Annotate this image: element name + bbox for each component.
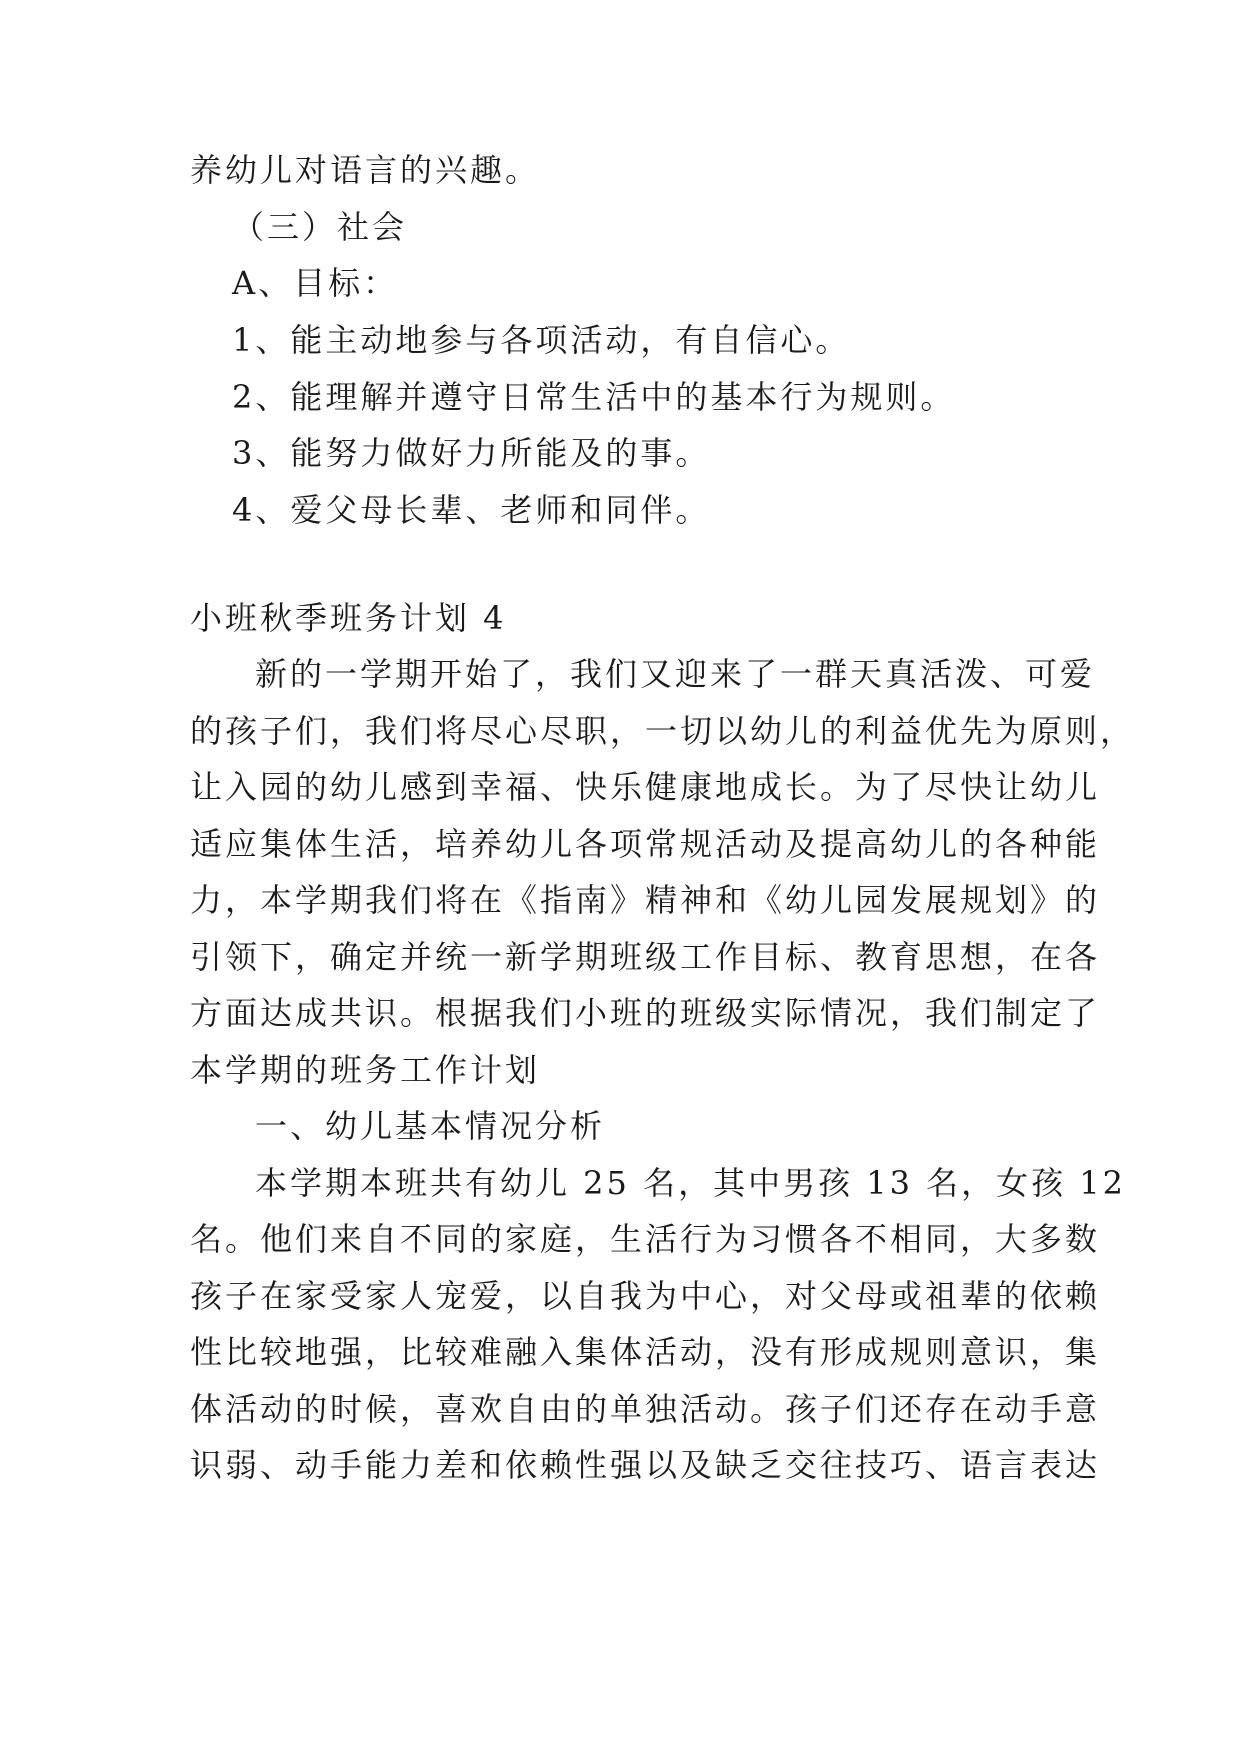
paragraph-line: 性比较地强，比较难融入集体活动，没有形成规则意识，集 (190, 1333, 1101, 1371)
paragraph-line: 本学期本班共有幼儿 25 名，其中男孩 13 名，女孩 12 (255, 1164, 1127, 1202)
paragraph-line: 新的一学期开始了，我们又迎来了一群天真活泼、可爱 (255, 655, 1096, 693)
paragraph-line: 本学期的班务工作计划 (190, 1051, 541, 1089)
paragraph-line: 方面达成共识。根据我们小班的班级实际情况，我们制定了 (190, 994, 1101, 1032)
paragraph-line: 识弱、动手能力差和依赖性强以及缺乏交往技巧、语言表达 (190, 1446, 1101, 1484)
paragraph-line: 名。他们来自不同的家庭，生活行为习惯各不相同，大多数 (190, 1220, 1101, 1258)
goal-item-4: 4、爱父母长辈、老师和同伴。 (232, 491, 711, 529)
paragraph-line: 适应集体生活，培养幼儿各项常规活动及提高幼儿的各种能 (190, 825, 1101, 863)
paragraph-line: 养幼儿对语言的兴趣。 (190, 151, 541, 189)
goal-item-2: 2、能理解并遵守日常生活中的基本行为规则。 (232, 378, 956, 416)
paragraph-line: 让入园的幼儿感到幸福、快乐健康地成长。为了尽快让幼儿 (190, 768, 1101, 806)
paragraph-line: 引领下，确定并统一新学期班级工作目标、教育思想，在各 (190, 938, 1101, 976)
subsection-heading: 一、幼儿基本情况分析 (255, 1107, 606, 1145)
goals-heading: A、目标： (232, 264, 399, 302)
section-heading-social: （三）社会 (232, 208, 408, 246)
section-title: 小班秋季班务计划 4 (190, 599, 507, 637)
paragraph-line: 孩子在家受家人宠爱，以自我为中心，对父母或祖辈的依赖 (190, 1277, 1101, 1315)
goal-item-1: 1、能主动地参与各项活动，有自信心。 (232, 321, 851, 359)
paragraph-line: 的孩子们，我们将尽心尽职，一切以幼儿的利益优先为原则， (190, 712, 1136, 750)
paragraph-line: 体活动的时候，喜欢自由的单独活动。孩子们还存在动手意 (190, 1390, 1101, 1428)
paragraph-line: 力，本学期我们将在《指南》精神和《幼儿园发展规划》的 (190, 881, 1101, 919)
goal-item-3: 3、能努力做好力所能及的事。 (232, 434, 711, 472)
